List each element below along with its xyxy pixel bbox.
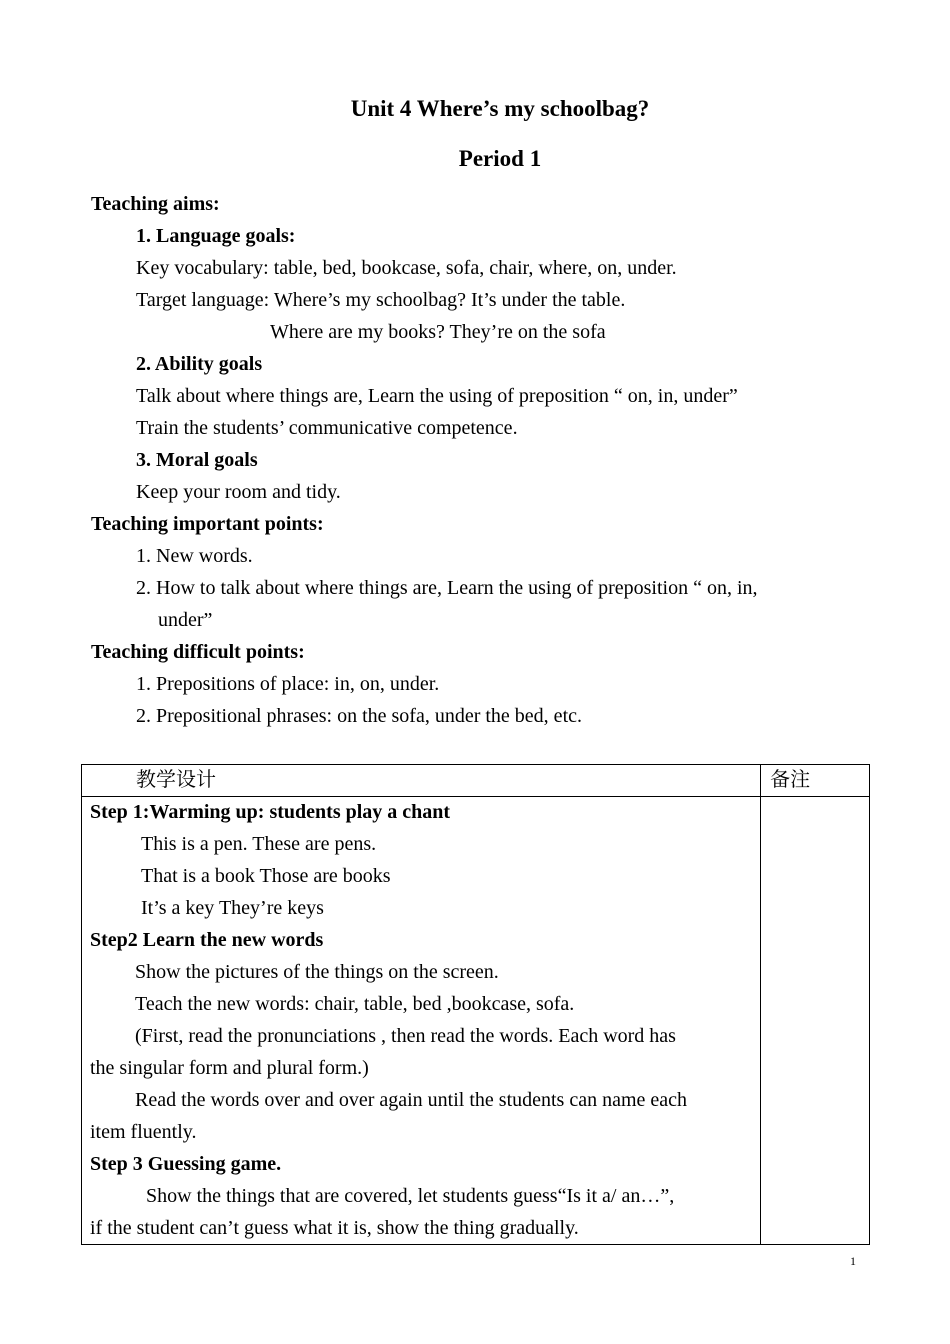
- important-point: 1. New words.: [136, 545, 253, 567]
- notes-content-cell: [761, 797, 870, 1245]
- target-language-line-2: Where are my books? They’re on the sofa: [270, 321, 606, 343]
- period-title: Period 1: [458, 146, 542, 171]
- page-title: Unit 4 Where’s my schoolbag?: [350, 96, 650, 121]
- lesson-plan-table: [81, 764, 870, 1245]
- step-2-line: the singular form and plural form.): [90, 1057, 369, 1079]
- important-point: 2. How to talk about where things are, Learn the using of preposition “ on, in,: [136, 577, 758, 599]
- chant-line: That is a book Those are books: [141, 865, 391, 887]
- target-language-line: Target language: Where’s my schoolbag? It’s under the table.: [136, 289, 626, 311]
- chant-line: It’s a key They’re keys: [141, 897, 324, 919]
- notes-header-cell: [761, 765, 870, 797]
- step-2-line: Teach the new words: chair, table, bed ,bookcase, sofa.: [135, 993, 575, 1015]
- difficult-point: 1. Prepositions of place: in, on, under.: [136, 673, 440, 695]
- design-header: 教学设计: [136, 769, 216, 791]
- chant-line: This is a pen. These are pens.: [141, 833, 377, 855]
- step-3-line: if the student can’t guess what it is, show the thing gradually.: [90, 1217, 579, 1239]
- ability-line: Train the students’ communicative competence.: [136, 417, 518, 439]
- step-2-line: Read the words over and over again until the students can name each: [135, 1089, 688, 1111]
- moral-line: Keep your room and tidy.: [136, 481, 341, 503]
- language-goals-heading: 1. Language goals:: [136, 225, 296, 247]
- aims-heading: Teaching aims:: [91, 193, 220, 215]
- important-points-heading: Teaching important points:: [91, 513, 324, 535]
- step-2-heading: Step2 Learn the new words: [90, 929, 324, 951]
- step-2-line: item fluently.: [90, 1121, 197, 1143]
- step-3-line: Show the things that are covered, let students guess“Is it a/ an…”,: [146, 1185, 675, 1207]
- difficult-point: 2. Prepositional phrases: on the sofa, under the bed, etc.: [136, 705, 582, 727]
- page-number: 1: [850, 1254, 856, 1268]
- notes-header: 备注: [770, 769, 811, 791]
- design-content-cell: [82, 797, 761, 1245]
- ability-line: Talk about where things are, Learn the using of preposition “ on, in, under”: [136, 385, 738, 407]
- step-1-heading: Step 1:Warming up: students play a chant: [90, 801, 451, 823]
- step-2-line: (First, read the pronunciations , then read the words. Each word has: [135, 1025, 676, 1047]
- moral-goals-heading: 3. Moral goals: [136, 449, 258, 471]
- difficult-points-heading: Teaching difficult points:: [91, 641, 305, 663]
- vocabulary-line: Key vocabulary: table, bed, bookcase, sofa, chair, where, on, under.: [136, 257, 677, 279]
- important-point-continued: under”: [158, 609, 213, 631]
- step-2-line: Show the pictures of the things on the screen.: [135, 961, 499, 983]
- design-header-cell: [82, 765, 761, 797]
- ability-goals-heading: 2. Ability goals: [136, 353, 263, 375]
- step-3-heading: Step 3 Guessing game.: [90, 1153, 282, 1175]
